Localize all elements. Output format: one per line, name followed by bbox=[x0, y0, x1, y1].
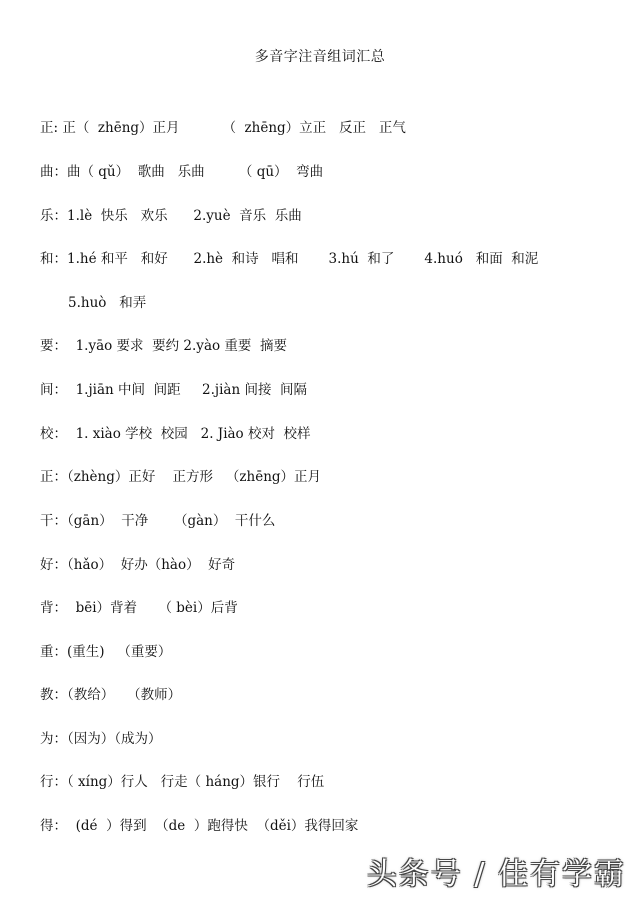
entry-line-de: 得： (dé ）得到 （de ）跑得快 （děi）我得回家 bbox=[40, 818, 359, 834]
entry-line-zhong: 重：(重生) （重要） bbox=[40, 644, 172, 660]
entry-line-bei: 背： bēi）背着 （ bèi）后背 bbox=[40, 600, 238, 616]
entry-line-le: 乐：1.lè 快乐 欢乐 2.yuè 音乐 乐曲 bbox=[40, 208, 302, 224]
entry-line-he-continued: 5.huò 和弄 bbox=[68, 295, 147, 311]
entry-line-qu: 曲：曲（ qǔ） 歌曲 乐曲 （ qū） 弯曲 bbox=[40, 164, 324, 180]
entry-line-jiao: 教：（教给） （教师） bbox=[40, 687, 182, 703]
entry-line-xiao: 校： 1. xiào 学校 校园 2. Jiào 校对 校样 bbox=[40, 426, 311, 442]
entry-line-hao: 好：（hǎo） 好办（hào） 好奇 bbox=[40, 557, 236, 573]
entry-line-wei: 为：（因为）（成为） bbox=[40, 731, 162, 747]
entry-line-zheng: 正: 正（ zhēng）正月 （ zhēng）立正 反正 正气 bbox=[40, 120, 406, 136]
watermark: 头条号 / 佳有学霸 bbox=[366, 857, 626, 892]
entry-line-jian: 间： 1.jiān 中间 间距 2.jiàn 间接 间隔 bbox=[40, 382, 308, 398]
entry-line-zheng-2: 正：（zhèng）正好 正方形 （zhēng）正月 bbox=[40, 469, 322, 485]
entry-line-yao: 要： 1.yāo 要求 要约 2.yào 重要 摘要 bbox=[40, 338, 287, 354]
entry-line-gan: 干：（gān） 干净 （gàn） 干什么 bbox=[40, 513, 276, 529]
entry-line-xing: 行：（ xíng）行人 行走（ háng）银行 行伍 bbox=[40, 774, 325, 790]
document-title: 多音字注音组词汇总 bbox=[254, 49, 386, 65]
entry-line-he: 和：1.hé 和平 和好 2.hè 和诗 唱和 3.hú 和了 4.huó 和面 和泥 bbox=[40, 251, 539, 267]
